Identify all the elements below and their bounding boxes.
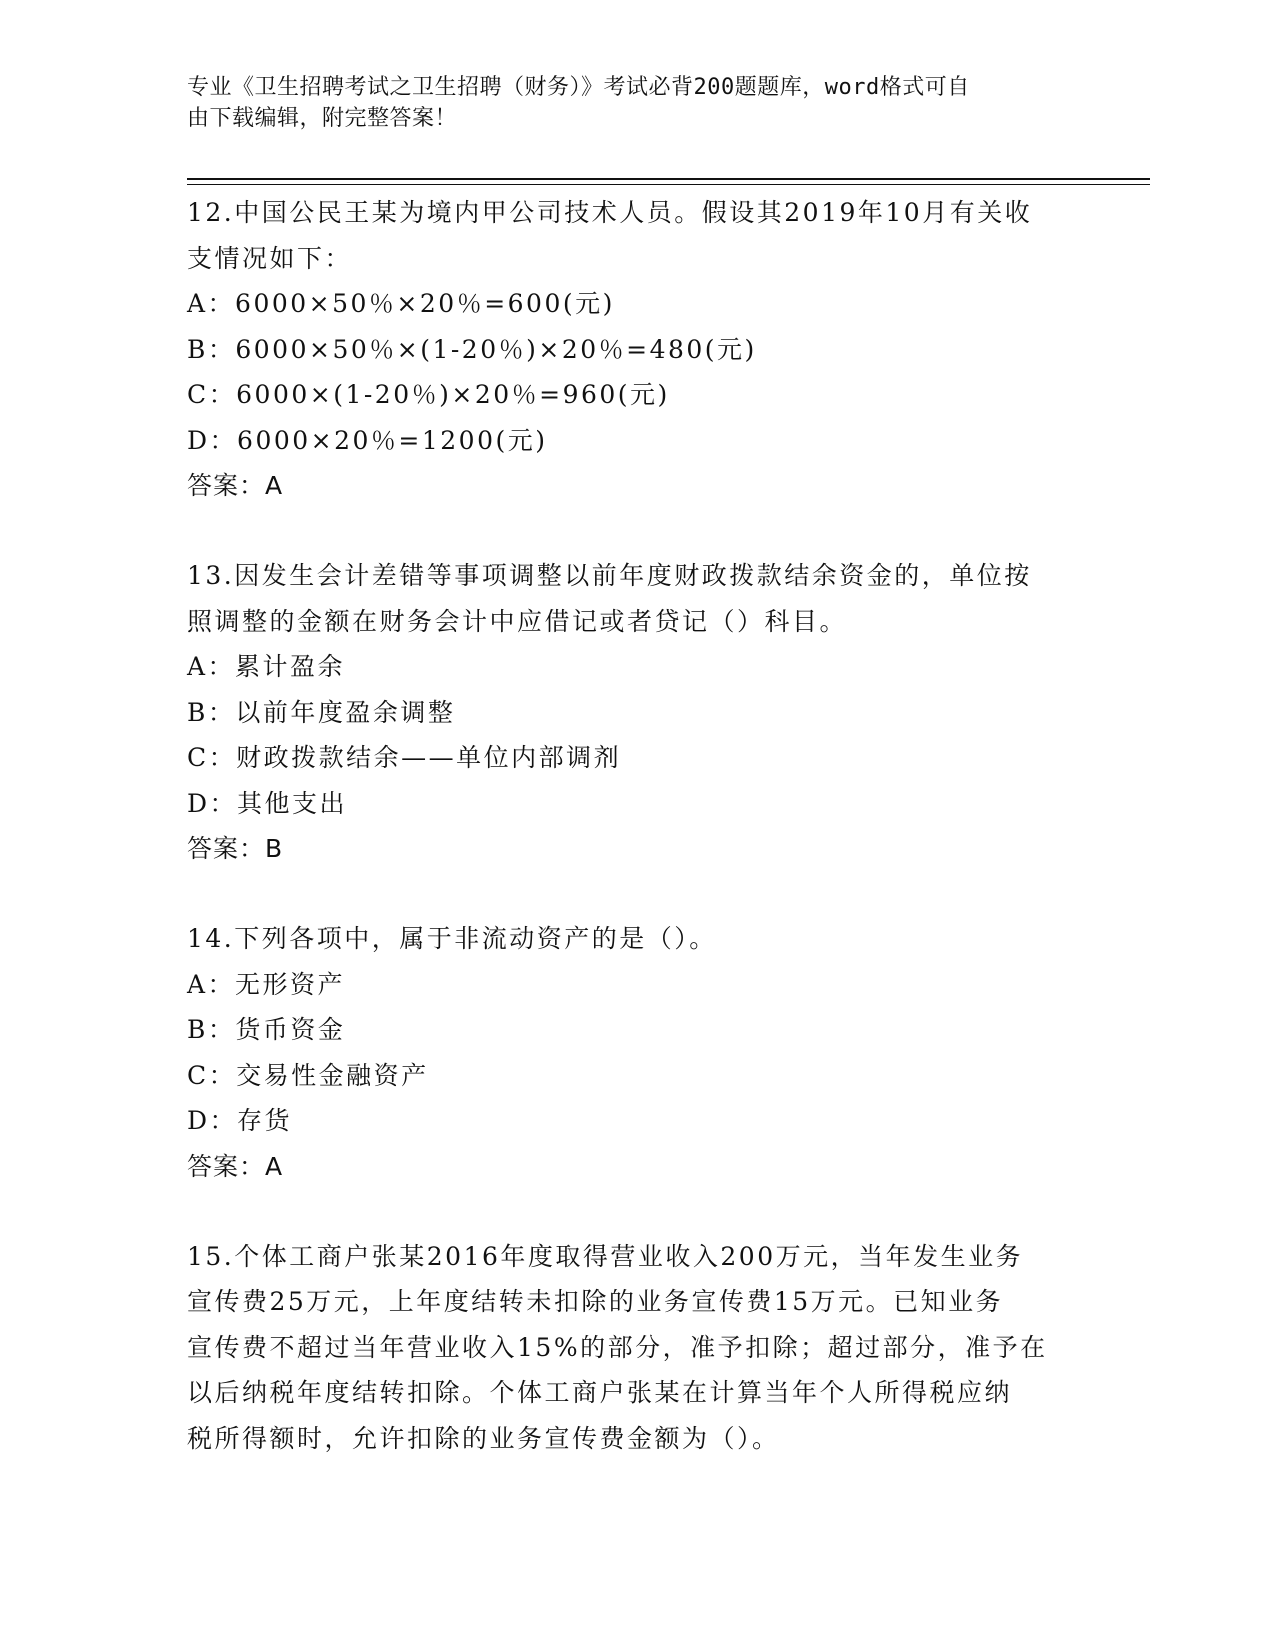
question-stem: 15.个体工商户张某2016年度取得营业收入200万元，当年发生业务 xyxy=(187,1241,1024,1271)
question-14 xyxy=(187,916,1087,1190)
question-13 xyxy=(187,553,1087,872)
answer-label: 答案：A xyxy=(187,471,284,500)
answer-label: 答案：A xyxy=(187,1151,284,1181)
option-d: D：存货 xyxy=(187,1106,293,1135)
question-list xyxy=(187,190,1087,1505)
header-divider-thin xyxy=(187,184,1150,185)
option-b: B：6000×50％×(1-20％)×20％=480(元) xyxy=(187,334,757,364)
question-stem: 宣传费25万元，上年度结转未扣除的业务宣传费15万元。已知业务 xyxy=(187,1287,1004,1316)
question-12 xyxy=(187,190,1087,509)
question-stem: 以后纳税年度结转扣除。个体工商户张某在计算当年个人所得税应纳 xyxy=(187,1378,1013,1407)
question-stem: 支情况如下： xyxy=(187,243,353,273)
answer-label: 答案：B xyxy=(187,834,284,863)
question-stem: 13.因发生会计差错等事项调整以前年度财政拨款结余资金的，单位按 xyxy=(187,561,1032,590)
option-d: D：6000×20％=1200(元) xyxy=(187,425,548,455)
option-a: A：无形资产 xyxy=(187,969,346,999)
header-line-1: 专业《卫生招聘考试之卫生招聘（财务）》考试必背200题题库，word格式可自 xyxy=(187,75,970,100)
question-stem: 12.中国公民王某为境内甲公司技术人员。假设其2019年10月有关收 xyxy=(187,198,1033,227)
option-a: A：6000×50％×20％=600(元) xyxy=(187,289,615,318)
question-stem: 宣传费不超过当年营业收入15%的部分，准予扣除；超过部分，准予在 xyxy=(187,1332,1048,1362)
option-b: B：货币资金 xyxy=(187,1015,346,1044)
option-a: A：累计盈余 xyxy=(187,652,346,681)
option-d: D：其他支出 xyxy=(187,788,348,818)
option-c: C：交易性金融资产 xyxy=(187,1060,429,1090)
question-15 xyxy=(187,1234,1087,1462)
header-divider-thick xyxy=(187,178,1150,180)
option-b: B：以前年度盈余调整 xyxy=(187,697,456,727)
header-line-2: 由下载编辑，附完整答案！ xyxy=(187,106,458,131)
question-stem: 照调整的金额在财务会计中应借记或者贷记（）科目。 xyxy=(187,606,848,636)
question-stem: 14.下列各项中，属于非流动资产的是（）。 xyxy=(187,924,717,953)
question-stem: 税所得额时，允许扣除的业务宣传费金额为（）。 xyxy=(187,1423,780,1453)
document-header xyxy=(187,72,1067,134)
option-c: C：6000×(1-20％)×20％=960(元) xyxy=(187,380,670,409)
option-c: C：财政拨款结余——单位内部调剂 xyxy=(187,743,622,772)
